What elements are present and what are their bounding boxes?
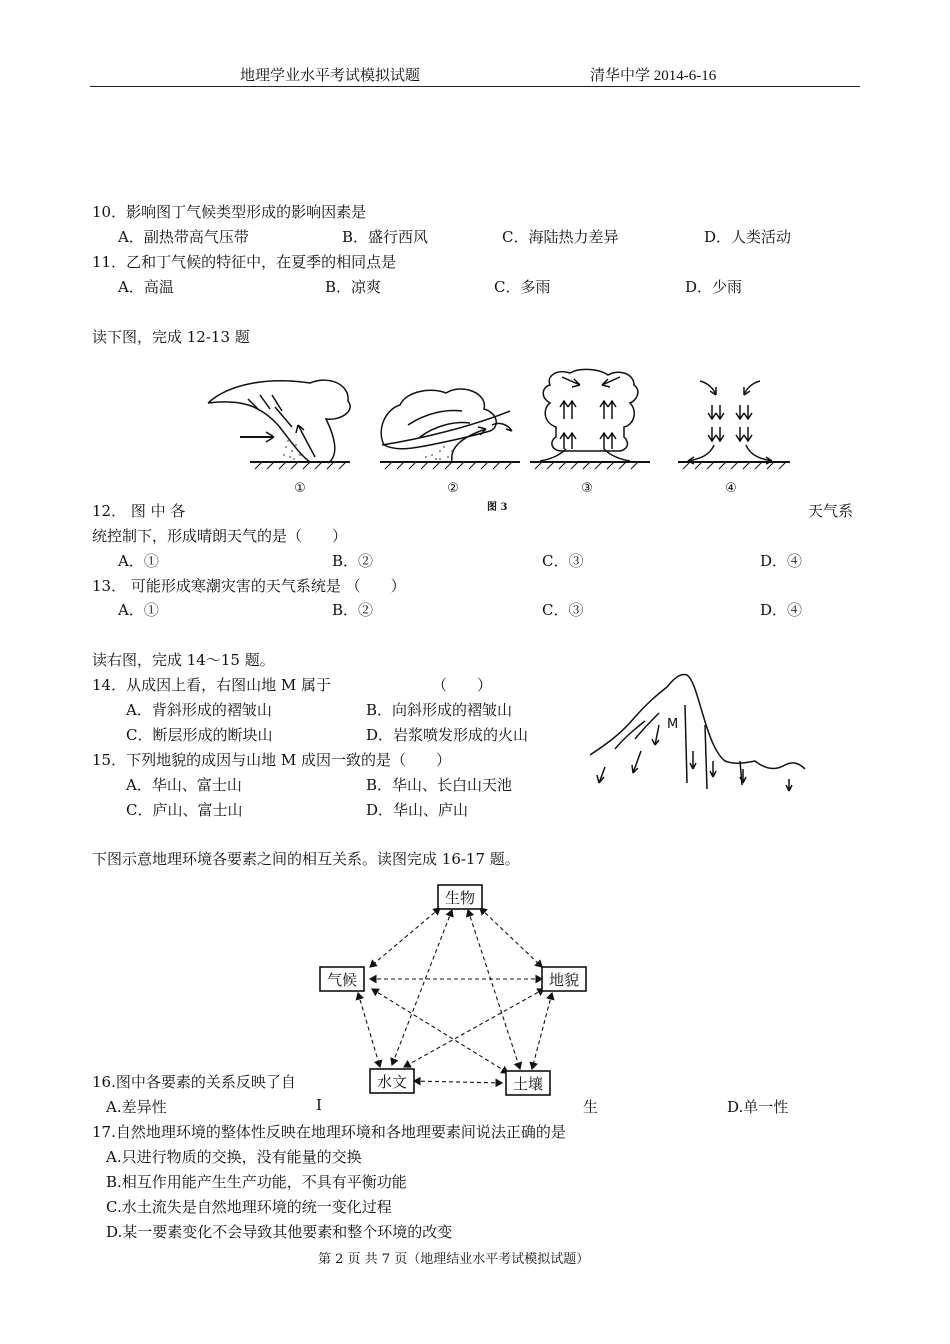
q14-option-c: C．断层形成的断块山 bbox=[126, 726, 273, 744]
weather-panel-2 bbox=[380, 389, 520, 469]
q11-option-a: A．高温 bbox=[118, 278, 174, 296]
weather-panel-4 bbox=[678, 381, 790, 469]
weather-panel-1 bbox=[208, 380, 350, 469]
q14-option-b: B．向斜形成的褶皱山 bbox=[366, 701, 513, 719]
mountain-fault-figure bbox=[585, 665, 810, 800]
page-footer: 第 2 页 共 7 页（地理结业水平考试模拟试题） bbox=[318, 1252, 590, 1267]
read-instruction-16-17: 下图示意地理环境各要素之间的相互关系。读图完成 16-17 题。 bbox=[92, 850, 520, 868]
q14-answer-paren: （ ） bbox=[432, 676, 493, 694]
q12-stem-line2: 统控制下，形成晴朗天气的是（ ） bbox=[92, 527, 348, 545]
q16-option-c-fragment: 生 bbox=[583, 1098, 599, 1116]
weather-label-2: ② bbox=[447, 481, 459, 496]
q17-stem: 17.自然地理环境的整体性反映在地理环境和各地理要素间说法正确的是 bbox=[92, 1123, 566, 1141]
q12-stem-left: 12． 图 中 各 bbox=[92, 502, 186, 520]
node-hydrology: 水文 bbox=[376, 1073, 408, 1091]
geo-elements-pentagon bbox=[310, 875, 600, 1100]
q12-option-a: A．① bbox=[118, 552, 159, 570]
q11-option-c: C．多雨 bbox=[494, 278, 551, 296]
header-school-date: 清华中学 2014-6-16 bbox=[590, 68, 717, 84]
weather-label-4: ④ bbox=[725, 481, 737, 496]
q14-option-d: D．岩浆喷发形成的火山 bbox=[366, 726, 529, 744]
q17-option-d: D.某一要素变化不会导致其他要素和整个环境的改变 bbox=[106, 1223, 453, 1241]
read-instruction-14-15: 读右图，完成 14～15 题。 bbox=[92, 651, 275, 669]
q13-option-a: A．① bbox=[118, 601, 159, 619]
q13-option-c: C．③ bbox=[542, 601, 584, 619]
q11-option-b: B．凉爽 bbox=[325, 278, 382, 296]
q12-option-d: D．④ bbox=[760, 552, 803, 570]
q10-option-b: B．盛行西风 bbox=[342, 228, 429, 246]
weather-systems-figure bbox=[200, 365, 800, 500]
q17-option-b: B.相互作用能产生生产功能，不具有平衡功能 bbox=[106, 1173, 407, 1191]
header-rule bbox=[90, 86, 860, 87]
q15-stem: 15．下列地貌的成因与山地 M 成因一致的是（ ） bbox=[92, 751, 451, 769]
weather-label-3: ③ bbox=[581, 481, 593, 496]
q14-stem: 14．从成因上看，右图山地 M 属于 bbox=[92, 676, 331, 694]
q15-option-b: B．华山、长白山天池 bbox=[366, 776, 513, 794]
q10-stem: 10．影响图丁气候类型形成的影响因素是 bbox=[92, 203, 367, 221]
q12-option-b: B．② bbox=[332, 552, 374, 570]
q14-option-a: A．背斜形成的褶皱山 bbox=[126, 701, 272, 719]
read-instruction-12-13: 读下图，完成 12-13 题 bbox=[92, 328, 250, 346]
q10-option-c: C．海陆热力差异 bbox=[502, 228, 619, 246]
q15-option-d: D．华山、庐山 bbox=[366, 801, 469, 819]
q11-stem: 11．乙和丁气候的特征中，在夏季的相同点是 bbox=[92, 253, 397, 271]
q17-option-a: A.只进行物质的交换，没有能量的交换 bbox=[106, 1148, 362, 1166]
q16-option-a: A.差异性 bbox=[106, 1098, 167, 1116]
node-landform: 地貌 bbox=[548, 971, 580, 989]
q13-option-b: B．② bbox=[332, 601, 374, 619]
q16-option-d: D.单一性 bbox=[727, 1098, 789, 1116]
node-soil: 土壤 bbox=[512, 1075, 544, 1093]
q10-option-a: A．副热带高气压带 bbox=[118, 228, 249, 246]
weather-label-1: ① bbox=[294, 481, 306, 496]
weather-figure-caption: 图 3 bbox=[487, 502, 508, 513]
q12-stem-right: 天气系 bbox=[808, 502, 854, 520]
q13-option-d: D．④ bbox=[760, 601, 803, 619]
q16-stem: 16.图中各要素的关系反映了自 bbox=[92, 1073, 296, 1091]
mountain-label-m: M bbox=[667, 717, 679, 732]
weather-panel-3 bbox=[530, 369, 650, 469]
node-organisms: 生物 bbox=[444, 889, 476, 907]
q17-option-c: C.水土流失是自然地理环境的统一变化过程 bbox=[106, 1198, 392, 1216]
q15-option-a: A．华山、富士山 bbox=[126, 776, 242, 794]
q13-stem: 13． 可能形成寒潮灾害的天气系统是 （ ） bbox=[92, 577, 406, 595]
q15-option-c: C．庐山、富士山 bbox=[126, 801, 243, 819]
node-climate: 气候 bbox=[326, 971, 358, 989]
q10-option-d: D．人类活动 bbox=[704, 228, 792, 246]
q11-option-d: D．少雨 bbox=[685, 278, 743, 296]
q12-option-c: C．③ bbox=[542, 552, 584, 570]
q16-option-b-fragment: I bbox=[316, 1096, 322, 1114]
header-title: 地理学业水平考试模拟试题 bbox=[240, 68, 421, 84]
